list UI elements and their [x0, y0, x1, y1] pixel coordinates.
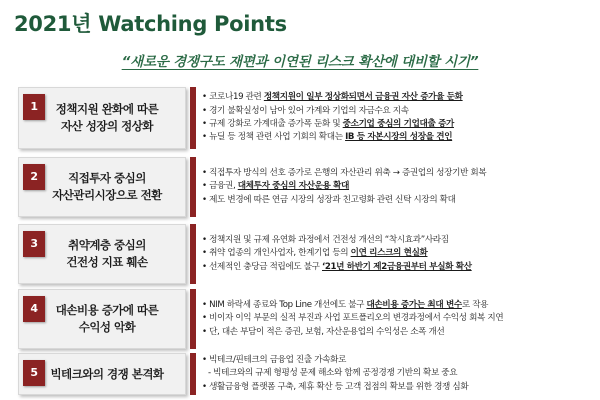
page-title: 2021년 Watching Points — [14, 12, 287, 36]
bullet-text: • 코로나19 관련 — [202, 92, 264, 103]
bullet-line — [202, 118, 594, 131]
bullet-line — [202, 180, 594, 193]
bullet-text: • 단, 대손 부담이 적은 증권, 보험, 자산운용업의 수익성은 소폭 개선 — [202, 326, 445, 337]
bullet-highlight: 이연 리스크의 현실화 — [350, 248, 428, 259]
bullet-line — [202, 326, 594, 339]
section-label-line: 자산 성장의 정상화 — [61, 119, 153, 133]
section-label-line: 자산관리시장으로 전환 — [52, 188, 162, 202]
section-bullets — [202, 224, 594, 284]
bullet-text: 로 작용 — [461, 300, 489, 311]
section-bullets — [202, 157, 594, 217]
section-accent-bar — [190, 87, 196, 149]
section-label-line: 빅테크와의 경쟁 본격화 — [50, 366, 164, 381]
bullet-line — [202, 381, 594, 394]
bullet-text: - 빅테크와의 규제 형평성 문제 해소와 함께 공정경쟁 기반의 확보 중요 — [208, 368, 458, 379]
section-number-badge: 2 — [23, 164, 45, 190]
bullet-highlight: ‘21년 하반기 제2금융권부터 부실화 확산 — [322, 261, 472, 272]
section-accent-bar — [190, 353, 196, 395]
bullet-text: • 금융권, — [202, 181, 238, 192]
section-row — [18, 87, 588, 149]
bullet-line — [202, 167, 594, 180]
bullet-line — [202, 312, 594, 325]
section-label-line: 직접투자 중심의 — [68, 171, 146, 186]
section-accent-bar — [190, 157, 196, 217]
section-number-badge: 1 — [23, 94, 45, 120]
section-row — [18, 224, 588, 284]
section-bullets — [202, 353, 594, 395]
section-label — [52, 170, 162, 203]
section-accent-bar — [190, 289, 196, 349]
section-label-card — [18, 289, 186, 349]
section-number-badge: 4 — [23, 296, 45, 322]
bullet-line — [202, 91, 594, 104]
bullet-line — [202, 354, 594, 367]
bullet-text: • NIM 하락세 종료와 Top Line 개선에도 불구 — [202, 300, 367, 311]
bullet-highlight: IB 등 자본시장의 성장을 견인 — [345, 132, 453, 143]
bullet-line — [202, 194, 594, 207]
bullet-text: • 선제적인 충당금 적립에도 불구 — [202, 261, 322, 272]
bullet-highlight: 정책지원이 일부 정상화되면서 금융권 자산 증가율 둔화 — [263, 92, 463, 103]
section-label-line: 정책지원 완화에 따른 — [55, 102, 159, 117]
section-label-card — [18, 224, 186, 284]
bullet-text: • 생활금융형 플랫폼 구축, 제휴 확산 등 고객 접점의 확보를 위한 경쟁 심화 — [202, 381, 469, 392]
bullet-highlight: 중소기업 중심의 기업대출 증가 — [342, 119, 454, 129]
bullet-text: • 직접투자 방식의 선호 증가로 은행의 자산관리 위축 → 증권업의 성장기반 회복 — [202, 168, 487, 179]
section-label-card — [18, 353, 186, 395]
bullet-line — [202, 247, 594, 260]
bullet-text: • 비이자 이익 부문의 실적 부진과 사업 포트폴리오의 변경과정에서 수익성 회복 지연 — [202, 313, 504, 324]
bullet-highlight: 대손비용 증가는 최대 변수 — [366, 300, 462, 311]
section-label — [50, 366, 163, 383]
bullet-text: • 정책지원 및 규제 유연화 과정에서 건전성 개선의 “착시효과”사라짐 — [202, 235, 449, 246]
bullet-text: • 빅테크/핀테크의 금융업 진출 가속화로 — [202, 355, 347, 366]
bullet-text: • 경기 불확실성이 남아 있어 가계와 기업의 자금수요 지속 — [202, 105, 409, 116]
section-label-card — [18, 157, 186, 217]
section-label — [56, 101, 159, 134]
section-label — [56, 302, 159, 335]
bullet-text: • 뉴딜 등 정책 관련 사업 기회의 확대는 — [202, 132, 346, 143]
section-label-line: 건전성 지표 훼손 — [66, 255, 148, 269]
bullet-text: • 취약 업종의 개인사업자, 한계기업 등의 — [202, 248, 351, 259]
section-row — [18, 353, 588, 395]
section-row — [18, 157, 588, 217]
section-label — [66, 237, 147, 270]
bullet-line — [202, 299, 594, 312]
section-bullets — [202, 289, 594, 349]
section-label-line: 수익성 악화 — [78, 320, 136, 334]
bullet-text: • 규제 강화로 가계대출 증가폭 둔화 및 — [202, 119, 343, 129]
bullet-line — [202, 105, 594, 118]
section-label-line: 대손비용 증가에 따른 — [55, 303, 159, 318]
bullet-highlight: 대체투자 중심의 자산운용 확대 — [237, 181, 350, 192]
bullet-line — [202, 234, 594, 247]
section-bullets — [202, 87, 594, 149]
page-subtitle: “새로운 경쟁구도 재편과 이연된 리스크 확산에 대비할 시기” — [121, 54, 479, 70]
bullet-line — [202, 131, 594, 144]
section-number-badge: 3 — [23, 231, 45, 257]
section-label-card — [18, 87, 186, 149]
bullet-line — [202, 367, 594, 380]
section-label-line: 취약계층 중심의 — [68, 238, 146, 253]
section-number-badge: 5 — [23, 360, 45, 386]
section-accent-bar — [190, 224, 196, 284]
section-row — [18, 289, 588, 349]
bullet-text: • 제도 변경에 따른 연금 시장의 성장과 친고령화 관련 신탁 시장의 확대 — [202, 194, 456, 205]
bullet-line — [202, 261, 594, 274]
